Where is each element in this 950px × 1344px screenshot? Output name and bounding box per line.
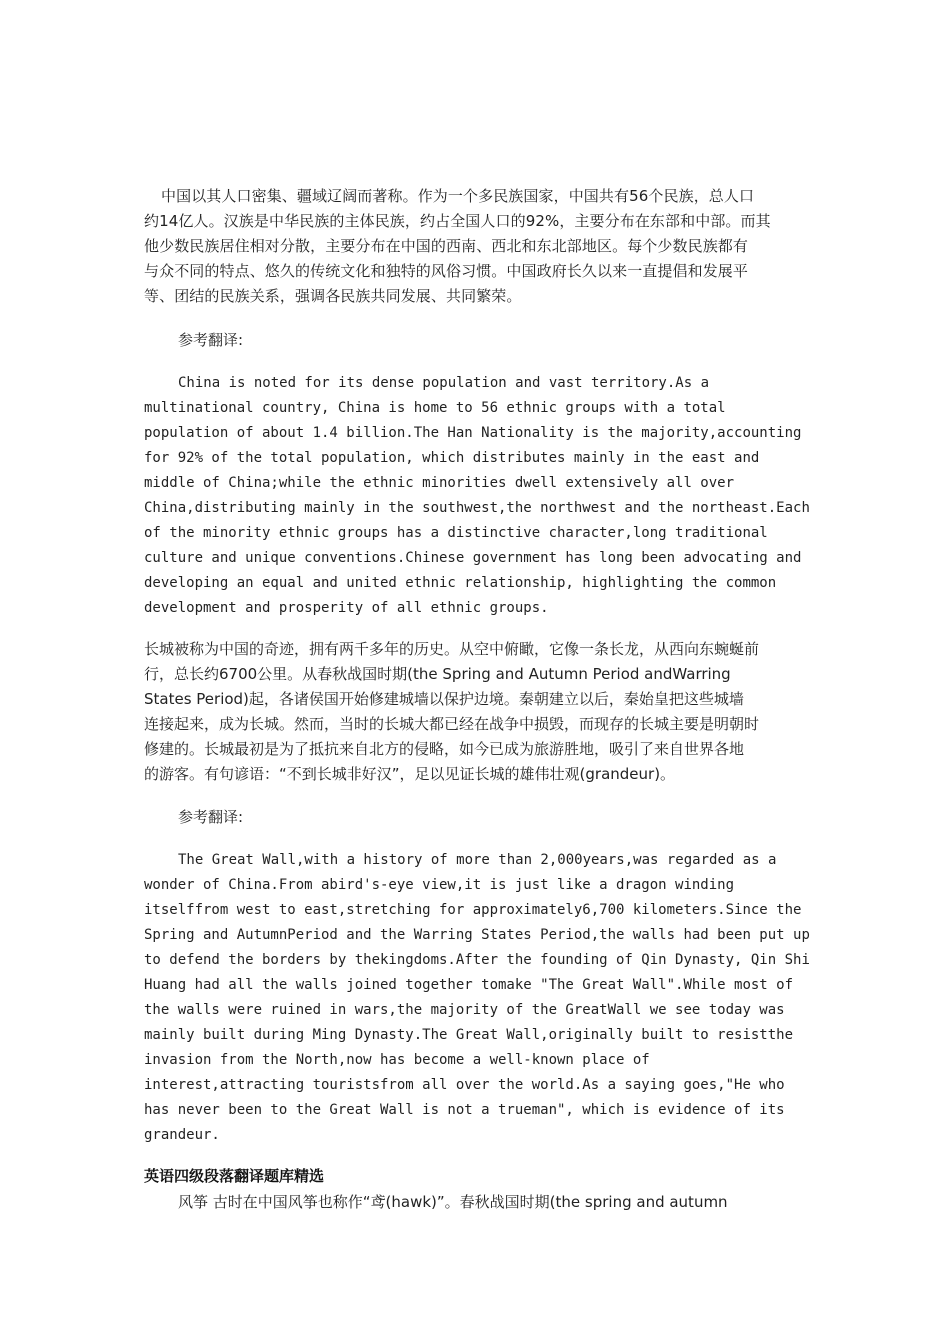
passage2-english-line: itselffrom west to east,stretching for approximately6,700 kilometers.Since the bbox=[144, 902, 802, 918]
passage2-english-line: has never been to the Great Wall is not a trueman", which is evidence of its bbox=[144, 1102, 785, 1118]
passage2-english-line: wonder of China.From abird's-eye view,it is just like a dragon winding bbox=[144, 877, 735, 893]
passage2-english-line: invasion from the North,now has become a well-known place of bbox=[144, 1052, 650, 1068]
passage2-reference-label: 参考翻译: bbox=[178, 808, 244, 826]
passage2-english bbox=[144, 848, 808, 1148]
passage2-chinese-line: 连接起来，成为长城。然而，当时的长城大都已经在战争中损毁，而现存的长城主要是明朝时 bbox=[144, 715, 760, 733]
passage1-chinese-line: 等、团结的民族关系，强调各民族共同发展、共同繁荣。 bbox=[144, 287, 522, 305]
passage1-english-line: culture and unique conventions.Chinese government has long been advocating and bbox=[144, 550, 802, 566]
passage2-english-line: mainly built during Ming Dynasty.The Great Wall,originally built to resistthe bbox=[144, 1027, 794, 1043]
passage1-chinese-line: 他少数民族居住相对分散，主要分布在中国的西南、西北和东北部地区。每个少数民族都有 bbox=[144, 237, 749, 255]
passage1-english-line: development and prosperity of all ethnic groups. bbox=[144, 600, 549, 616]
passage1-reference-label: 参考翻译: bbox=[178, 331, 244, 349]
passage1-english-line: for 92% of the total population, which distributes mainly in the east and bbox=[144, 450, 760, 466]
passage2-english-line: Huang had all the walls joined together tomake "The Great Wall".While most of bbox=[144, 977, 794, 993]
passage1-english-line: of the minority ethnic groups has a distinctive character,long traditional bbox=[144, 525, 768, 541]
passage2-chinese-line: 长城被称为中国的奇迹，拥有两千多年的历史。从空中俯瞰，它像一条长龙，从西向东蜿蜒前 bbox=[144, 640, 760, 658]
passage1-chinese-line: 中国以其人口密集、疆域辽阔而著称。作为一个多民族国家，中国共有56个民族，总人口 bbox=[161, 187, 755, 205]
passage1-english bbox=[144, 371, 808, 621]
passage1-english-line: population of about 1.4 billion.The Han Nationality is the majority,accounting bbox=[144, 425, 802, 441]
passage1-english-line: developing an equal and united ethnic relationship, highlighting the common bbox=[144, 575, 777, 591]
passage1-chinese-line: 约14亿人。汉族是中华民族的主体民族，约占全国人口的92%，主要分布在东部和中部。而其 bbox=[144, 212, 771, 230]
passage1-english-line: multinational country, China is home to 56 ethnic groups with a total bbox=[144, 400, 726, 416]
passage2-chinese-line: States Period)起，各诸侯国开始修建城墙以保护边境。秦朝建立以后，秦始皇把这些城墙 bbox=[144, 690, 744, 708]
passage2-english-line: to defend the borders by thekingdoms.After the founding of Qin Dynasty, Qin Shi bbox=[144, 952, 810, 968]
passage2-chinese-line: 的游客。有句谚语：“不到长城非好汉”，足以见证长城的雄伟壮观(grandeur)。 bbox=[144, 765, 676, 783]
passage1-chinese bbox=[144, 184, 808, 309]
passage1-english-line: China,distributing mainly in the southwest,the northwest and the northeast.Each bbox=[144, 500, 810, 516]
section-heading: 英语四级段落翻译题库精选 bbox=[144, 1167, 325, 1185]
passage2-english-line: Spring and AutumnPeriod and the Warring States Period,the walls had been put up bbox=[144, 927, 810, 943]
passage2-english-line: the walls were ruined in wars,the majority of the GreatWall we see today was bbox=[144, 1002, 785, 1018]
passage2-chinese-line: 行，总长约6700公里。从春秋战国时期(the Spring and Autumn Period andWarring bbox=[144, 665, 731, 683]
passage1-english-line: China is noted for its dense population and vast territory.As a bbox=[178, 375, 710, 391]
passage2-chinese-line: 修建的。长城最初是为了抵抗来自北方的侵略，如今已成为旅游胜地，吸引了来自世界各地 bbox=[144, 740, 745, 758]
passage1-chinese-line: 与众不同的特点、悠久的传统文化和独特的风俗习惯。中国政府长久以来一直提倡和发展平 bbox=[144, 262, 749, 280]
passage1-english-line: middle of China;while the ethnic minorities dwell extensively all over bbox=[144, 475, 735, 491]
passage2-chinese bbox=[144, 637, 808, 787]
passage2-english-line: interest,attracting touristsfrom all over the world.As a saying goes,"He who bbox=[144, 1077, 785, 1093]
passage3-first-line: 风筝 古时在中国风筝也称作“鸢(hawk)”。春秋战国时期(the spring and autumn bbox=[178, 1193, 728, 1211]
passage2-english-line: The Great Wall,with a history of more than 2,000years,was regarded as a bbox=[178, 852, 777, 868]
passage2-english-line: grandeur. bbox=[144, 1127, 220, 1143]
